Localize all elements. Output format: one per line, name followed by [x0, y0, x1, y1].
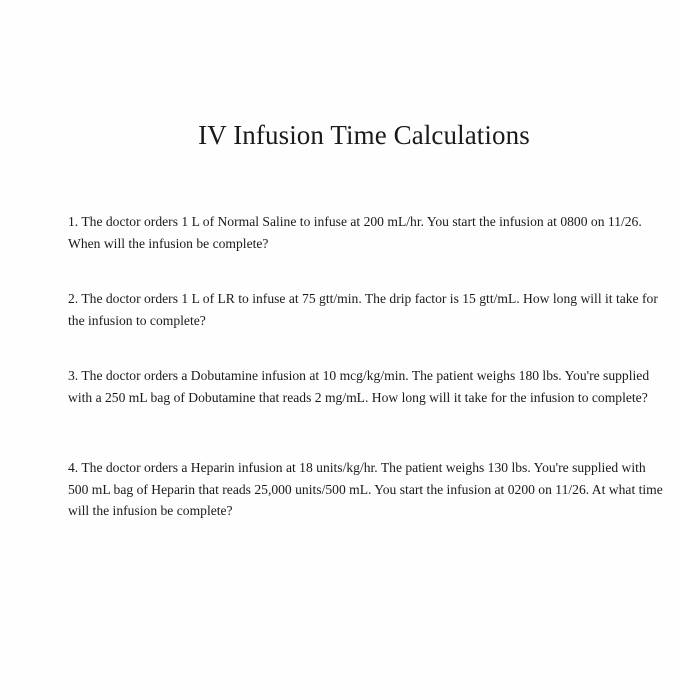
- question-3: 3. The doctor orders a Dobutamine infusion at 10 mcg/kg/min. The patient weighs 180 lbs. You're supplied with a 250 mL bag of Dobutamine that reads 2 mg/mL. How long will it take for the infusion to complete?: [68, 368, 650, 405]
- question-1: 1. The doctor orders 1 L of Normal Saline to infuse at 200 mL/hr. You start the infusion at 0800 on 11/26. When will the infusion be complete?: [68, 214, 642, 251]
- page-title: IV Infusion Time Calculations: [198, 120, 530, 150]
- question-4: 4. The doctor orders a Heparin infusion at 18 units/kg/hr. The patient weighs 130 lbs. You're supplied with 500 mL bag of Heparin that reads 25,000 units/500 mL. You start the infusion at 0200 on 11/26. At what time will the infusion be complete?: [68, 460, 663, 518]
- question-2: 2. The doctor orders 1 L of LR to infuse at 75 gtt/min. The drip factor is 15 gtt/mL. How long will it take for the infusion to complete?: [68, 291, 658, 328]
